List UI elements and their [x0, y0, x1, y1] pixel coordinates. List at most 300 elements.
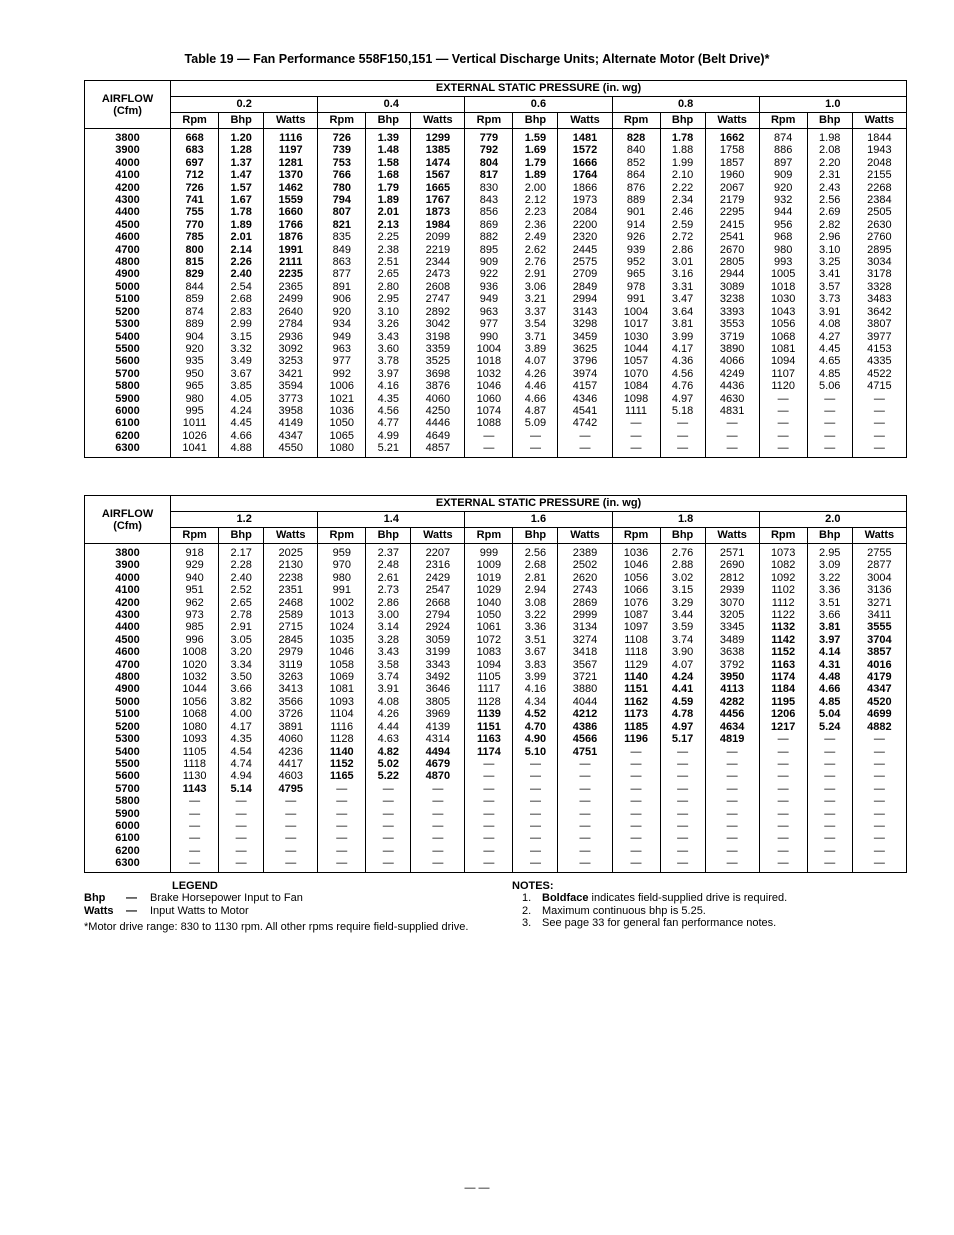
bhp-cell: 5.09 — [513, 417, 558, 429]
watts-cell: 4882 — [852, 721, 906, 733]
watts-cell: 2320 — [558, 231, 612, 243]
note-2 — [512, 905, 912, 917]
table-row — [85, 746, 907, 758]
rpm-cell: 800 — [185, 243, 204, 256]
rpm-cell: 864 — [612, 169, 660, 181]
watts-cell: 2869 — [558, 597, 612, 609]
bhp-cell: 4.52 — [513, 708, 558, 720]
rpm-cell: 1026 — [182, 429, 207, 442]
rpm-cell: 920 — [318, 306, 366, 318]
watts-cell: 2235 — [264, 268, 318, 280]
table-row — [85, 268, 907, 280]
watts-cell: 2812 — [705, 572, 759, 584]
rpm-cell: 840 — [612, 144, 660, 156]
rpm-cell: 1112 — [759, 597, 807, 609]
rpm-cell: 1041 — [182, 442, 207, 455]
rpm-cell: 1098 — [612, 393, 660, 405]
watts-cell: — — [852, 820, 906, 832]
rpm-cell: 817 — [465, 169, 513, 181]
bhp-cell: 2.13 — [366, 219, 411, 231]
rpm-cell: 877 — [318, 268, 366, 280]
rpm-cell: 991 — [612, 293, 660, 305]
table-row — [85, 733, 907, 745]
bhp-cell: 2.72 — [660, 231, 705, 243]
bhp-cell: 3.81 — [660, 318, 705, 330]
rpm-cell: 1058 — [318, 659, 366, 671]
rpm-cell: 895 — [465, 244, 513, 256]
rpm-cell: 978 — [612, 281, 660, 293]
bhp-cell: 2.69 — [807, 206, 852, 218]
watts-header: Watts — [411, 113, 465, 129]
rpm-cell: 980 — [185, 392, 204, 405]
watts-cell: 3642 — [852, 306, 906, 318]
bhp-cell: 2.36 — [513, 219, 558, 231]
bhp-cell: 4.07 — [660, 659, 705, 671]
airflow-cell: 5000 — [85, 281, 171, 293]
bhp-cell: 4.26 — [366, 708, 411, 720]
bhp-cell: 3.26 — [366, 318, 411, 330]
watts-cell: — — [411, 832, 465, 844]
bhp-cell: 3.47 — [660, 293, 705, 305]
watts-cell: 3880 — [558, 683, 612, 695]
watts-cell: 2709 — [558, 268, 612, 280]
notes — [512, 880, 912, 930]
table-row — [85, 405, 907, 417]
bhp-cell: — — [807, 430, 852, 442]
airflow-cell: 6200 — [85, 845, 171, 857]
bhp-cell: — — [807, 758, 852, 770]
bhp-cell: — — [660, 417, 705, 429]
bhp-header: Bhp — [660, 113, 705, 129]
rpm-cell: 1069 — [318, 671, 366, 683]
bhp-cell: 1.20 — [219, 129, 264, 145]
watts-cell: — — [852, 758, 906, 770]
table-title: Table 19 — Fan Performance 558F150,151 — Vertical Discharge Units; Alternate Motor (Belt Drive)* — [184, 52, 770, 66]
bhp-cell: 4.17 — [660, 343, 705, 355]
watts-cell: — — [705, 845, 759, 857]
watts-cell: 4282 — [705, 696, 759, 708]
watts-cell: 2630 — [852, 219, 906, 231]
rpm-cell: 909 — [465, 256, 513, 268]
airflow-cell: 4400 — [85, 206, 171, 218]
rpm-cell: 1068 — [182, 708, 207, 721]
pressure-header: 0.6 — [465, 97, 612, 113]
watts-cell: 3625 — [558, 343, 612, 355]
rpm-cell: 815 — [185, 256, 204, 269]
airflow-cell: 6300 — [85, 857, 171, 872]
rpm-cell: — — [189, 832, 201, 845]
bhp-cell: 5.14 — [219, 783, 264, 795]
bhp-cell: — — [366, 795, 411, 807]
watts-cell: 2200 — [558, 219, 612, 231]
airflow-cell: 4800 — [85, 671, 171, 683]
rpm-header: Rpm — [318, 113, 366, 129]
rpm-cell: 1081 — [759, 343, 807, 355]
watts-cell: — — [705, 417, 759, 429]
bhp-cell: 3.20 — [219, 646, 264, 658]
bhp-cell: 4.74 — [219, 758, 264, 770]
rpm-cell: 1036 — [612, 544, 660, 560]
bhp-cell: 2.62 — [513, 244, 558, 256]
watts-cell: 3134 — [558, 621, 612, 633]
bhp-cell: 5.17 — [660, 733, 705, 745]
bhp-cell: 4.35 — [219, 733, 264, 745]
watts-cell: 3359 — [411, 343, 465, 355]
bhp-cell: 3.91 — [366, 683, 411, 695]
bhp-cell: 1.68 — [366, 169, 411, 181]
table-row — [85, 857, 907, 872]
bhp-cell: 3.74 — [660, 634, 705, 646]
legend-dash: — — [126, 892, 137, 905]
watts-cell: 2794 — [411, 609, 465, 621]
cfm-label: (Cfm) — [113, 519, 142, 532]
rpm-cell: 1076 — [612, 597, 660, 609]
rpm-cell: 1050 — [465, 609, 513, 621]
watts-cell: 4603 — [264, 770, 318, 782]
rpm-cell: — — [759, 857, 807, 872]
bhp-header: Bhp — [807, 113, 852, 129]
rpm-cell: 1084 — [612, 380, 660, 392]
bhp-cell: 4.31 — [807, 659, 852, 671]
watts-cell: 4060 — [411, 393, 465, 405]
watts-cell: 3719 — [705, 331, 759, 343]
bhp-cell: 2.43 — [807, 182, 852, 194]
rpm-header: Rpm — [171, 113, 219, 129]
watts-cell: 1665 — [411, 182, 465, 194]
rpm-cell: — — [612, 758, 660, 770]
airflow-label: AIRFLOW — [101, 92, 154, 105]
rpm-cell: 920 — [759, 182, 807, 194]
rpm-cell: — — [759, 845, 807, 857]
bhp-cell: — — [513, 857, 558, 872]
rpm-cell: 949 — [465, 293, 513, 305]
rpm-cell: 1165 — [318, 770, 366, 782]
bhp-header: Bhp — [366, 528, 411, 544]
watts-cell: 4751 — [558, 746, 612, 758]
bhp-cell: 3.41 — [807, 268, 852, 280]
table-row — [85, 306, 907, 318]
watts-cell: — — [411, 795, 465, 807]
bhp-cell: 4.97 — [660, 393, 705, 405]
table-row — [85, 206, 907, 218]
bhp-cell: — — [807, 770, 852, 782]
pressure-header: 0.8 — [612, 97, 759, 113]
rpm-cell: 1122 — [759, 609, 807, 621]
watts-cell: 4212 — [558, 708, 612, 720]
watts-cell: — — [705, 746, 759, 758]
bhp-cell: 2.91 — [219, 621, 264, 633]
rpm-cell: 1151 — [465, 721, 513, 733]
watts-cell: 3271 — [852, 597, 906, 609]
rpm-cell: 1132 — [759, 621, 807, 633]
rpm-cell: 766 — [318, 169, 366, 181]
rpm-cell: — — [318, 808, 366, 820]
rpm-cell: — — [465, 783, 513, 795]
watts-cell: 3890 — [705, 343, 759, 355]
page-number: — — — [464, 1182, 490, 1194]
airflow-cell: 4400 — [85, 621, 171, 633]
rpm-cell: 755 — [185, 206, 204, 219]
bhp-cell: 2.51 — [366, 256, 411, 268]
rpm-cell: — — [612, 857, 660, 872]
airflow-cell: 5400 — [85, 746, 171, 758]
bhp-cell: 2.96 — [807, 231, 852, 243]
rpm-cell: 1128 — [318, 733, 366, 745]
bhp-cell: 2.65 — [219, 597, 264, 609]
watts-cell: 1281 — [264, 157, 318, 169]
bhp-cell: 2.31 — [807, 169, 852, 181]
bhp-cell: 4.78 — [660, 708, 705, 720]
bhp-cell: 3.50 — [219, 671, 264, 683]
watts-cell: 3857 — [852, 646, 906, 658]
rpm-cell: 869 — [465, 219, 513, 231]
bhp-cell: — — [807, 845, 852, 857]
rpm-cell: 1046 — [465, 380, 513, 392]
watts-cell: 1758 — [705, 144, 759, 156]
rpm-cell: 1021 — [318, 393, 366, 405]
watts-cell: 3263 — [264, 671, 318, 683]
bhp-cell: 2.59 — [660, 219, 705, 231]
bhp-cell: 3.36 — [513, 621, 558, 633]
watts-cell: 3796 — [558, 355, 612, 367]
watts-cell: 3646 — [411, 683, 465, 695]
table-row — [85, 244, 907, 256]
watts-cell: 1764 — [558, 169, 612, 181]
airflow-cell: 6300 — [85, 442, 171, 457]
rpm-cell: — — [612, 770, 660, 782]
bhp-cell: 4.63 — [366, 733, 411, 745]
legend-item-bhp — [84, 892, 484, 904]
rpm-header: Rpm — [759, 528, 807, 544]
watts-cell: 4446 — [411, 417, 465, 429]
rpm-cell: 1004 — [612, 306, 660, 318]
rpm-cell: 1107 — [759, 368, 807, 380]
watts-cell: 2849 — [558, 281, 612, 293]
table-row — [85, 572, 907, 584]
watts-cell: 2939 — [705, 584, 759, 596]
watts-cell: 1572 — [558, 144, 612, 156]
note-3 — [512, 917, 912, 929]
table-row — [85, 708, 907, 720]
bhp-cell: 4.07 — [513, 355, 558, 367]
bhp-cell: 1.28 — [219, 144, 264, 156]
rpm-cell: 1046 — [318, 646, 366, 658]
bhp-cell: — — [513, 832, 558, 844]
bhp-cell: — — [660, 783, 705, 795]
watts-header: Watts — [852, 528, 906, 544]
bhp-cell: 2.56 — [513, 544, 558, 560]
watts-cell: 1567 — [411, 169, 465, 181]
bhp-cell: — — [366, 845, 411, 857]
note-number: 2. — [522, 904, 532, 917]
rpm-cell: 856 — [465, 206, 513, 218]
airflow-cell: 4800 — [85, 256, 171, 268]
watts-cell: 4153 — [852, 343, 906, 355]
rpm-cell: 1185 — [612, 721, 660, 733]
watts-cell: 4715 — [852, 380, 906, 392]
bhp-cell: — — [219, 845, 264, 857]
watts-cell: 1866 — [558, 182, 612, 194]
watts-cell: 3638 — [705, 646, 759, 658]
bhp-cell: 5.02 — [366, 758, 411, 770]
rpm-cell: 920 — [185, 342, 204, 355]
watts-cell: 4857 — [411, 442, 465, 457]
watts-cell: — — [705, 770, 759, 782]
rpm-cell: 1102 — [759, 584, 807, 596]
watts-cell: — — [852, 746, 906, 758]
rpm-cell: — — [189, 844, 201, 857]
airflow-cell: 6000 — [85, 820, 171, 832]
airflow-cell: 4100 — [85, 169, 171, 181]
bhp-cell: 3.51 — [513, 634, 558, 646]
watts-cell: 3974 — [558, 368, 612, 380]
rpm-cell: — — [612, 746, 660, 758]
bhp-cell: 3.44 — [660, 609, 705, 621]
bhp-cell: 1.57 — [219, 182, 264, 194]
note-text: See page 33 for general fan performance notes. — [542, 917, 777, 930]
bhp-cell: 4.16 — [513, 683, 558, 695]
rpm-cell: 889 — [185, 318, 204, 331]
bhp-cell: 3.43 — [366, 331, 411, 343]
watts-header: Watts — [852, 113, 906, 129]
rpm-cell: 1094 — [759, 355, 807, 367]
rpm-cell: 739 — [318, 144, 366, 156]
rpm-cell: 1094 — [465, 659, 513, 671]
watts-cell: 2845 — [264, 634, 318, 646]
watts-cell: 2690 — [705, 559, 759, 571]
rpm-cell: — — [318, 832, 366, 844]
watts-cell: 1660 — [264, 206, 318, 218]
watts-cell: 1991 — [264, 244, 318, 256]
watts-cell: — — [705, 820, 759, 832]
bhp-cell: 2.99 — [219, 318, 264, 330]
rpm-header: Rpm — [318, 528, 366, 544]
bhp-cell: 3.05 — [219, 634, 264, 646]
rpm-cell: — — [759, 393, 807, 405]
bhp-cell: — — [366, 808, 411, 820]
rpm-cell: — — [465, 832, 513, 844]
legend — [84, 880, 484, 934]
bhp-cell: 4.87 — [513, 405, 558, 417]
rpm-cell: 970 — [318, 559, 366, 571]
watts-cell: — — [852, 733, 906, 745]
bhp-cell: 3.60 — [366, 343, 411, 355]
rpm-cell: 949 — [318, 331, 366, 343]
airflow-cell: 3800 — [85, 544, 171, 560]
rpm-cell: 712 — [185, 169, 204, 182]
rpm-cell: — — [465, 442, 513, 457]
table-row — [85, 256, 907, 268]
cfm-label: (Cfm) — [113, 104, 142, 117]
watts-cell: — — [852, 430, 906, 442]
rpm-cell: 956 — [759, 219, 807, 231]
bhp-cell: 3.78 — [366, 355, 411, 367]
rpm-cell: 1036 — [318, 405, 366, 417]
rpm-cell: 935 — [185, 355, 204, 368]
bhp-cell: 1.58 — [366, 157, 411, 169]
watts-cell: 1943 — [852, 144, 906, 156]
watts-cell: 4649 — [411, 430, 465, 442]
bhp-cell: 3.67 — [219, 368, 264, 380]
table-row — [85, 169, 907, 181]
bhp-cell: 3.09 — [807, 559, 852, 571]
bhp-cell: 3.08 — [513, 597, 558, 609]
bhp-cell: 2.40 — [219, 572, 264, 584]
airflow-cell: 5700 — [85, 783, 171, 795]
rpm-cell: 785 — [185, 231, 204, 244]
table-row — [85, 721, 907, 733]
bhp-cell: 3.85 — [219, 380, 264, 392]
watts-cell: 4157 — [558, 380, 612, 392]
bhp-cell: 2.38 — [366, 244, 411, 256]
bhp-cell: 4.97 — [660, 721, 705, 733]
watts-cell: 2608 — [411, 281, 465, 293]
rpm-cell: 891 — [318, 281, 366, 293]
watts-cell: 4250 — [411, 405, 465, 417]
bhp-header: Bhp — [219, 113, 264, 129]
watts-cell: 3199 — [411, 646, 465, 658]
bhp-cell: 5.21 — [366, 442, 411, 457]
pressure-header: 1.2 — [171, 512, 318, 528]
watts-cell: 3726 — [264, 708, 318, 720]
table-row — [85, 559, 907, 571]
bhp-cell: 3.66 — [807, 609, 852, 621]
bhp-cell: 3.15 — [219, 331, 264, 343]
rpm-cell: 1092 — [759, 572, 807, 584]
table-row — [85, 770, 907, 782]
rpm-cell: 1163 — [759, 659, 807, 671]
rpm-cell: — — [612, 845, 660, 857]
rpm-cell: — — [465, 758, 513, 770]
watts-cell: 1973 — [558, 194, 612, 206]
rpm-cell: — — [759, 746, 807, 758]
rpm-cell: — — [612, 832, 660, 844]
bhp-cell: — — [807, 857, 852, 872]
watts-cell: — — [852, 405, 906, 417]
bhp-cell: — — [660, 758, 705, 770]
watts-cell: 3393 — [705, 306, 759, 318]
bhp-cell: 5.10 — [513, 746, 558, 758]
airflow-cell: 4300 — [85, 609, 171, 621]
watts-cell: 3274 — [558, 634, 612, 646]
watts-cell: 2155 — [852, 169, 906, 181]
bhp-cell: — — [807, 832, 852, 844]
watts-cell: 3345 — [705, 621, 759, 633]
watts-cell: 4044 — [558, 696, 612, 708]
watts-header: Watts — [705, 528, 759, 544]
watts-cell: 3089 — [705, 281, 759, 293]
watts-cell: 4139 — [411, 721, 465, 733]
watts-cell: — — [705, 832, 759, 844]
rpm-cell: 977 — [465, 318, 513, 330]
table-row — [85, 795, 907, 807]
rpm-cell: 1029 — [465, 584, 513, 596]
rpm-cell: 996 — [185, 633, 204, 646]
bhp-cell: 3.10 — [366, 306, 411, 318]
watts-cell: 3525 — [411, 355, 465, 367]
legend-abbr: Watts — [84, 904, 114, 917]
bhp-cell: — — [660, 820, 705, 832]
bhp-cell: 4.24 — [219, 405, 264, 417]
table-row — [85, 157, 907, 169]
bhp-cell: 2.01 — [366, 206, 411, 218]
rpm-cell: 780 — [318, 182, 366, 194]
rpm-cell: 1174 — [759, 671, 807, 683]
airflow-cell: 6200 — [85, 430, 171, 442]
watts-cell: 4679 — [411, 758, 465, 770]
watts-cell: 2760 — [852, 231, 906, 243]
watts-header: Watts — [705, 113, 759, 129]
